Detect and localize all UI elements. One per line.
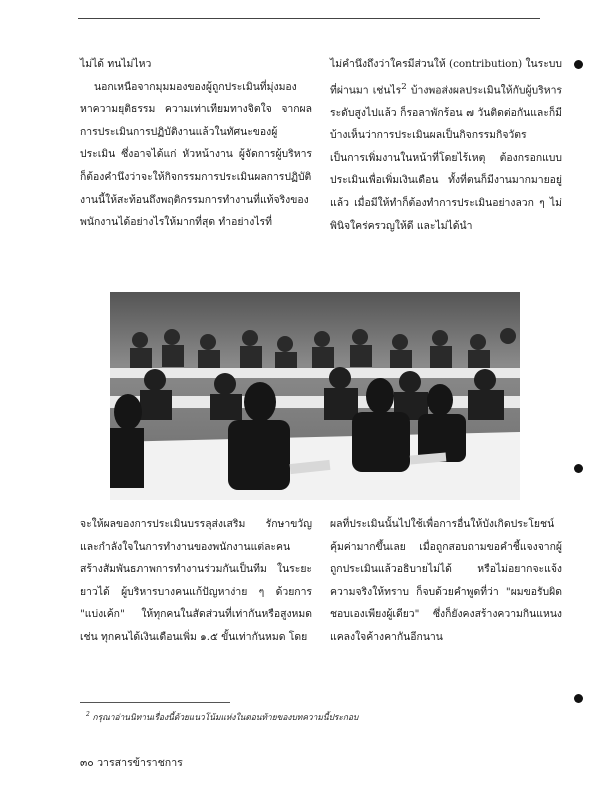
paragraph: จะให้ผลของการประเมินบรรลุส่งเสริม รักษาขวัญและกำลังใจในการทำงานของพนักงานแต่ละคน สร้างสัมพันธภาพการทำงานร่วมกันเป็นทีม ในระยะยาวได้ ผู้บริหารบางคนแก้ปัญหาง่าย ๆ ด้วยการ "แบ่งเค้ก" ให้ทุกคนในสัดส่วนที่เท่ากันหรือสูงหมด เช่น ทุกคนได้เงินเดือนเพิ่ม ๑.๕ ขั้นเท่ากันหมด โดย — [80, 518, 312, 643]
paragraph: นอกเหนือจากมุมมองของผู้ถูกประเมินที่มุ่งมองหาความยุติธรรม ความเท่าเทียมทางจิตใจ จากผลการประเมินการปฏิบัติงานแล้วในทัศนะของผู้ประเมิน ซึ่งอาจได้แก่ หัวหน้างาน ผู้จัดการผู้บริหาร ก็ต้องคำนึงว่าจะให้กิจกรรมการประเมินผลการปฏิบัติงานนี้ให้สะท้อนถึงพฤติกรรมการทำงานที่แท้จริงของพนักงานได้อย่างไรให้มากที่สุด ทำอย่างไรที่ — [80, 80, 312, 229]
journal-name: วารสารข้าราชการ — [97, 757, 183, 769]
footnote-marker: 2 — [86, 711, 90, 719]
seminar-photo — [110, 292, 520, 500]
footnote — [86, 710, 358, 724]
page-number: ๓๐ — [80, 757, 94, 769]
paragraph: ผลที่ประเมินนั้นไปใช้เพื่อการอื่นให้บังเกิดประโยชน์คุ้มค่ามากขึ้นเลย เมื่อถูกสอบถามขอคำชี้แจงจากผู้ถูกประเมินแล้วอธิบายไม่ได้ หรือไม่อยากจะแจ้งความจริงให้ทราบ ก็จบด้วยคำพูดที่ว่า "ผมขอรับผิดชอบเองเพียงผู้เดียว" ซึ่งก็ยังคงสร้างความกินแหนงแคลงใจค้างคากันอีกนาน — [330, 518, 562, 643]
paragraph: ไม่ได้ ทนไม่ไหว — [80, 58, 152, 70]
binding-hole-mark — [574, 464, 583, 473]
text-column-top-right — [330, 53, 562, 237]
text-column-top-left — [80, 53, 312, 234]
page-footer — [80, 754, 183, 771]
binding-hole-mark — [574, 60, 583, 69]
header-rule — [78, 18, 540, 19]
text-column-bottom-left — [80, 513, 312, 649]
binding-hole-mark — [574, 694, 583, 703]
text-run: บ้างพอส่งผลประเมินให้กับผู้บริหารระดับสูงไปแล้ว ก็รอลาพักร้อน ๗ วันติดต่อกันและก็มี บ้างเห็นว่าการประเมินผลเป็นกิจกรรมกิจวัตร เป็นการเพิ่มงานในหน้าที่โดยไร้เหตุ ต้องกรอกแบบประเมินเพื่อเพิ่มเงินเดือน ทั้งที่ตนก็มีงานมากมายอยู่แล้ว เมื่อมีให้ทำก็ต้องทำการประเมินอย่างลวก ๆ ไม่พินิจใคร่ครวญให้ดี และไม่ได้นำ — [330, 84, 562, 232]
text-column-bottom-right — [330, 513, 562, 649]
footnote-rule — [80, 702, 230, 703]
footnote-text: กรุณาอ่านนิทานเรื่องนี้ด้วยแนวโน้มแห่งในตอนท้ายของบทความนี้ประกอบ — [92, 712, 359, 722]
footnote-reference: 2 — [401, 81, 407, 92]
text-run: ไม่คำนึงถึงว่าใครมีส่วนให้ (contribution) ในระบบที่ผ่านมา เช่นไร — [330, 58, 562, 97]
paragraph — [330, 53, 562, 237]
